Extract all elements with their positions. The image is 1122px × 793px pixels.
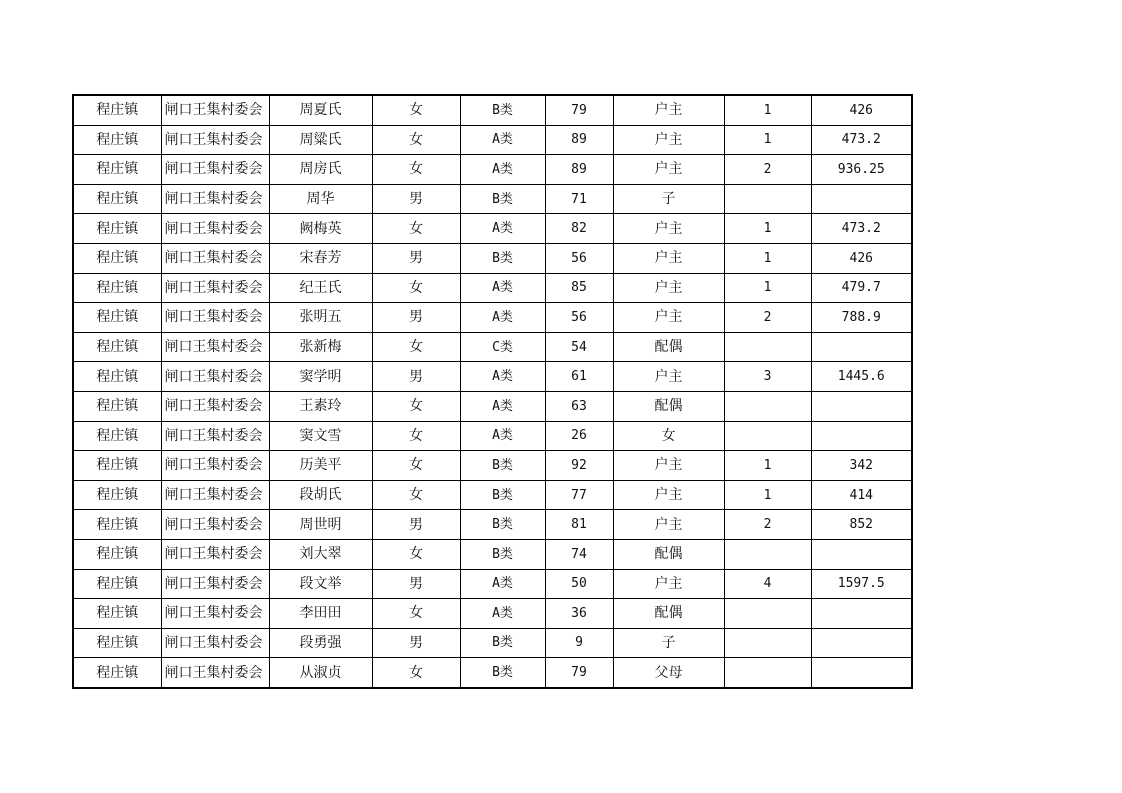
table-row [73,599,912,629]
town-cell: 程庄镇 [73,599,161,629]
data-table [72,94,913,689]
relation-cell: 配偶 [613,332,724,362]
village-cell: 闸口王集村委会 [161,421,269,451]
gender-cell: 女 [372,391,460,421]
category-cell: A类 [460,125,545,155]
category-cell: B类 [460,243,545,273]
relation-cell: 户主 [613,480,724,510]
category-cell: A类 [460,599,545,629]
name-cell: 周夏氏 [269,95,372,125]
household-size-cell [724,599,811,629]
category-cell: A类 [460,155,545,185]
village-cell: 闸口王集村委会 [161,599,269,629]
village-cell: 闸口王集村委会 [161,273,269,303]
gender-cell: 女 [372,658,460,688]
household-size-cell: 1 [724,214,811,244]
household-size-cell: 1 [724,125,811,155]
category-cell: A类 [460,273,545,303]
gender-cell: 男 [372,303,460,333]
amount-cell: 473.2 [811,214,912,244]
household-size-cell: 4 [724,569,811,599]
gender-cell: 女 [372,95,460,125]
age-cell: 56 [545,243,613,273]
household-size-cell [724,391,811,421]
amount-cell [811,658,912,688]
amount-cell [811,332,912,362]
household-size-cell: 3 [724,362,811,392]
relation-cell: 户主 [613,125,724,155]
village-cell: 闸口王集村委会 [161,214,269,244]
name-cell: 段勇强 [269,628,372,658]
table-row [73,539,912,569]
name-cell: 宋春芳 [269,243,372,273]
village-cell: 闸口王集村委会 [161,303,269,333]
table-row [73,243,912,273]
age-cell: 56 [545,303,613,333]
gender-cell: 女 [372,539,460,569]
household-size-cell: 1 [724,480,811,510]
age-cell: 26 [545,421,613,451]
gender-cell: 女 [372,125,460,155]
village-cell: 闸口王集村委会 [161,155,269,185]
household-size-cell [724,628,811,658]
name-cell: 周世明 [269,510,372,540]
gender-cell: 男 [372,184,460,214]
table-row [73,155,912,185]
household-size-cell: 2 [724,155,811,185]
table-row [73,214,912,244]
village-cell: 闸口王集村委会 [161,95,269,125]
age-cell: 63 [545,391,613,421]
town-cell: 程庄镇 [73,303,161,333]
village-cell: 闸口王集村委会 [161,658,269,688]
age-cell: 92 [545,451,613,481]
gender-cell: 女 [372,480,460,510]
table-row [73,658,912,688]
village-cell: 闸口王集村委会 [161,539,269,569]
relation-cell: 户主 [613,362,724,392]
household-size-cell: 1 [724,243,811,273]
age-cell: 79 [545,95,613,125]
category-cell: B类 [460,510,545,540]
age-cell: 89 [545,125,613,155]
category-cell: A类 [460,214,545,244]
gender-cell: 男 [372,362,460,392]
village-cell: 闸口王集村委会 [161,362,269,392]
village-cell: 闸口王集村委会 [161,510,269,540]
name-cell: 周房氏 [269,155,372,185]
category-cell: A类 [460,362,545,392]
town-cell: 程庄镇 [73,125,161,155]
amount-cell: 426 [811,95,912,125]
gender-cell: 女 [372,599,460,629]
name-cell: 段文举 [269,569,372,599]
village-cell: 闸口王集村委会 [161,125,269,155]
household-size-cell: 2 [724,510,811,540]
table-row [73,332,912,362]
amount-cell [811,391,912,421]
category-cell: B类 [460,480,545,510]
age-cell: 9 [545,628,613,658]
town-cell: 程庄镇 [73,362,161,392]
relation-cell: 户主 [613,569,724,599]
town-cell: 程庄镇 [73,184,161,214]
town-cell: 程庄镇 [73,243,161,273]
table-body [73,95,912,688]
gender-cell: 男 [372,510,460,540]
town-cell: 程庄镇 [73,569,161,599]
town-cell: 程庄镇 [73,95,161,125]
town-cell: 程庄镇 [73,214,161,244]
category-cell: A类 [460,303,545,333]
name-cell: 纪王氏 [269,273,372,303]
category-cell: B类 [460,658,545,688]
relation-cell: 配偶 [613,539,724,569]
relation-cell: 子 [613,628,724,658]
category-cell: C类 [460,332,545,362]
household-size-cell [724,421,811,451]
household-size-cell: 1 [724,273,811,303]
name-cell: 刘大翠 [269,539,372,569]
relation-cell: 女 [613,421,724,451]
household-size-cell: 1 [724,451,811,481]
relation-cell: 户主 [613,273,724,303]
table-row [73,628,912,658]
town-cell: 程庄镇 [73,421,161,451]
age-cell: 36 [545,599,613,629]
table-row [73,125,912,155]
relation-cell: 配偶 [613,391,724,421]
age-cell: 79 [545,658,613,688]
age-cell: 77 [545,480,613,510]
table-row [73,184,912,214]
name-cell: 历美平 [269,451,372,481]
name-cell: 阙梅英 [269,214,372,244]
category-cell: B类 [460,184,545,214]
name-cell: 李田田 [269,599,372,629]
name-cell: 张新梅 [269,332,372,362]
gender-cell: 女 [372,451,460,481]
town-cell: 程庄镇 [73,451,161,481]
age-cell: 85 [545,273,613,303]
gender-cell: 女 [372,332,460,362]
amount-cell: 473.2 [811,125,912,155]
relation-cell: 户主 [613,95,724,125]
household-size-cell: 1 [724,95,811,125]
town-cell: 程庄镇 [73,539,161,569]
age-cell: 81 [545,510,613,540]
village-cell: 闸口王集村委会 [161,391,269,421]
category-cell: B类 [460,539,545,569]
age-cell: 82 [545,214,613,244]
name-cell: 王素玲 [269,391,372,421]
table-row [73,421,912,451]
age-cell: 54 [545,332,613,362]
amount-cell: 414 [811,480,912,510]
town-cell: 程庄镇 [73,273,161,303]
gender-cell: 男 [372,243,460,273]
amount-cell: 788.9 [811,303,912,333]
name-cell: 从淑贞 [269,658,372,688]
amount-cell: 852 [811,510,912,540]
relation-cell: 户主 [613,155,724,185]
gender-cell: 男 [372,569,460,599]
relation-cell: 户主 [613,451,724,481]
household-size-cell [724,539,811,569]
table-row [73,362,912,392]
amount-cell: 479.7 [811,273,912,303]
relation-cell: 子 [613,184,724,214]
household-size-cell [724,332,811,362]
gender-cell: 女 [372,155,460,185]
name-cell: 段胡氏 [269,480,372,510]
table-row [73,303,912,333]
amount-cell [811,184,912,214]
amount-cell: 342 [811,451,912,481]
age-cell: 71 [545,184,613,214]
gender-cell: 女 [372,273,460,303]
village-cell: 闸口王集村委会 [161,243,269,273]
town-cell: 程庄镇 [73,510,161,540]
household-size-cell: 2 [724,303,811,333]
amount-cell [811,421,912,451]
town-cell: 程庄镇 [73,332,161,362]
name-cell: 周粱氏 [269,125,372,155]
gender-cell: 女 [372,421,460,451]
table-row [73,510,912,540]
table-row [73,451,912,481]
gender-cell: 男 [372,628,460,658]
town-cell: 程庄镇 [73,155,161,185]
name-cell: 张明五 [269,303,372,333]
table-row [73,391,912,421]
relation-cell: 户主 [613,303,724,333]
amount-cell [811,539,912,569]
amount-cell [811,599,912,629]
relation-cell: 户主 [613,510,724,540]
table-row [73,480,912,510]
amount-cell: 1597.5 [811,569,912,599]
table-row [73,569,912,599]
relation-cell: 父母 [613,658,724,688]
town-cell: 程庄镇 [73,628,161,658]
village-cell: 闸口王集村委会 [161,480,269,510]
name-cell: 窦学明 [269,362,372,392]
age-cell: 50 [545,569,613,599]
relation-cell: 户主 [613,243,724,273]
village-cell: 闸口王集村委会 [161,332,269,362]
town-cell: 程庄镇 [73,480,161,510]
age-cell: 61 [545,362,613,392]
category-cell: B类 [460,628,545,658]
amount-cell: 1445.6 [811,362,912,392]
village-cell: 闸口王集村委会 [161,451,269,481]
category-cell: B类 [460,451,545,481]
relation-cell: 户主 [613,214,724,244]
amount-cell [811,628,912,658]
relation-cell: 配偶 [613,599,724,629]
table-row [73,273,912,303]
household-size-cell [724,184,811,214]
town-cell: 程庄镇 [73,391,161,421]
amount-cell: 426 [811,243,912,273]
household-size-cell [724,658,811,688]
name-cell: 周华 [269,184,372,214]
village-cell: 闸口王集村委会 [161,628,269,658]
category-cell: A类 [460,421,545,451]
category-cell: A类 [460,391,545,421]
table-row [73,95,912,125]
village-cell: 闸口王集村委会 [161,184,269,214]
gender-cell: 女 [372,214,460,244]
amount-cell: 936.25 [811,155,912,185]
category-cell: B类 [460,95,545,125]
age-cell: 89 [545,155,613,185]
village-cell: 闸口王集村委会 [161,569,269,599]
category-cell: A类 [460,569,545,599]
age-cell: 74 [545,539,613,569]
name-cell: 窦文雪 [269,421,372,451]
town-cell: 程庄镇 [73,658,161,688]
